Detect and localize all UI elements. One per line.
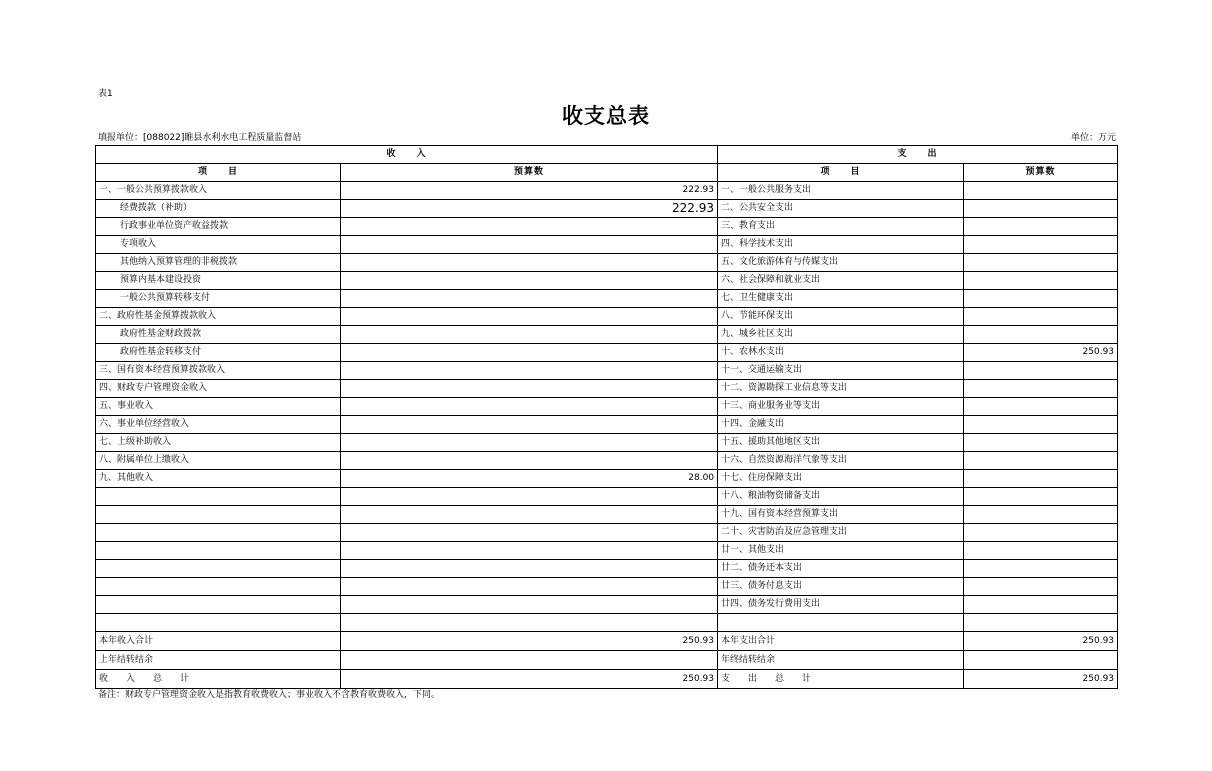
income-value-cell [341,614,718,632]
expense-group-header: 支 出 [718,146,1118,164]
expense-item-cell: 支 出 总 计 [718,670,964,689]
expense-value-cell: 250.93 [964,632,1118,651]
income-item-cell: 经费拨款（补助） [96,200,341,218]
income-item-cell: 三、国有资本经营预算拨款收入 [96,362,341,380]
income-item-cell: 预算内基本建设投资 [96,272,341,290]
expense-item-cell: 廿二、债务还本支出 [718,560,964,578]
income-value-cell [341,254,718,272]
expense-item-cell: 八、节能环保支出 [718,308,964,326]
income-value-cell [341,344,718,362]
table-row [96,362,1118,380]
expense-item-cell: 五、文化旅游体育与传媒支出 [718,254,964,272]
expense-value-cell [964,542,1118,560]
table-row [96,398,1118,416]
expense-value-cell [964,416,1118,434]
table-row [96,272,1118,290]
expense-item-cell: 七、卫生健康支出 [718,290,964,308]
income-value-cell: 222.93 [341,182,718,200]
table-row [96,344,1118,362]
income-item-cell: 五、事业收入 [96,398,341,416]
income-item-cell: 上年结转结余 [96,651,341,670]
expense-item-cell: 十一、交通运输支出 [718,362,964,380]
income-item-cell: 收 入 总 计 [96,670,341,689]
income-value-cell [341,452,718,470]
expense-budget-header: 预算数 [964,164,1118,182]
income-value-cell [341,578,718,596]
table-row [96,236,1118,254]
income-item-cell: 八、附属单位上缴收入 [96,452,341,470]
table-row [96,488,1118,506]
expense-value-cell [964,290,1118,308]
income-item-cell: 七、上级补助收入 [96,434,341,452]
income-item-cell: 四、财政专户管理资金收入 [96,380,341,398]
income-item-cell: 一、一般公共预算拨款收入 [96,182,341,200]
expense-value-cell [964,200,1118,218]
expense-value-cell [964,434,1118,452]
table-row [96,290,1118,308]
expense-value-cell [964,272,1118,290]
currency-unit: 单位：万元 [1070,133,1116,143]
expense-item-cell: 十二、资源勘探工业信息等支出 [718,380,964,398]
income-value-cell [341,651,718,670]
income-value-cell [341,488,718,506]
income-value-cell [341,218,718,236]
expense-item-cell: 十七、住房保障支出 [718,470,964,488]
expense-item-cell: 十八、粮油物资储备支出 [718,488,964,506]
expense-item-cell: 十五、援助其他地区支出 [718,434,964,452]
expense-item-cell: 十、农林水支出 [718,344,964,362]
table-row [96,614,1118,632]
expense-item-cell: 九、城乡社区支出 [718,326,964,344]
expense-item-cell: 十六、自然资源海洋气象等支出 [718,452,964,470]
expense-value-cell [964,614,1118,632]
income-item-cell [96,488,341,506]
table-row [96,200,1118,218]
table-row [96,596,1118,614]
expense-value-cell [964,398,1118,416]
income-value-cell: 222.93 [341,200,718,218]
income-value-cell: 250.93 [341,670,718,689]
expense-value-cell [964,524,1118,542]
income-item-cell: 其他纳入预算管理的非税拨款 [96,254,341,272]
income-value-cell [341,290,718,308]
income-value-cell [341,236,718,254]
income-value-cell [341,542,718,560]
expense-value-cell: 250.93 [964,344,1118,362]
table-number: 表1 [98,89,113,99]
income-value-cell [341,434,718,452]
expense-value-cell [964,380,1118,398]
expense-value-cell [964,254,1118,272]
expense-value-cell [964,326,1118,344]
income-value-cell [341,506,718,524]
expense-item-cell: 廿四、债务发行费用支出 [718,596,964,614]
expense-item-cell: 四、科学技术支出 [718,236,964,254]
reporting-unit: 填报单位：[088022]睢县水利水电工程质量监督站 [98,133,302,143]
income-item-cell: 二、政府性基金预算拨款收入 [96,308,341,326]
table-row [96,434,1118,452]
income-value-cell [341,272,718,290]
expense-item-cell: 廿三、债务付息支出 [718,578,964,596]
expense-item-cell: 六、社会保障和就业支出 [718,272,964,290]
table-row [96,182,1118,200]
expense-value-cell [964,596,1118,614]
table-row [96,308,1118,326]
expense-item-cell: 三、教育支出 [718,218,964,236]
expense-value-cell [964,308,1118,326]
expense-item-header: 项 目 [718,164,964,182]
income-value-cell [341,596,718,614]
income-item-cell: 政府性基金转移支付 [96,344,341,362]
income-item-cell [96,596,341,614]
income-item-cell [96,578,341,596]
expense-value-cell [964,560,1118,578]
table-row [96,560,1118,578]
income-item-cell [96,614,341,632]
table-row [96,218,1118,236]
expense-item-cell: 十四、金融支出 [718,416,964,434]
income-group-header: 收 入 [96,146,718,164]
expense-value-cell: 250.93 [964,670,1118,689]
expense-item-cell: 本年支出合计 [718,632,964,651]
expense-value-cell [964,506,1118,524]
income-item-header: 项 目 [96,164,341,182]
total-row [96,670,1118,689]
table-row [96,524,1118,542]
table-row [96,542,1118,560]
expense-item-cell: 二、公共安全支出 [718,200,964,218]
income-item-cell: 六、事业单位经营收入 [96,416,341,434]
expense-value-cell [964,218,1118,236]
table-row [96,416,1118,434]
income-item-cell: 专项收入 [96,236,341,254]
expense-value-cell [964,236,1118,254]
income-item-cell: 九、其他收入 [96,470,341,488]
income-budget-header: 预算数 [341,164,718,182]
income-value-cell [341,560,718,578]
total-row [96,651,1118,670]
table-row [96,578,1118,596]
income-item-cell [96,524,341,542]
table-row [96,470,1118,488]
income-value-cell [341,308,718,326]
income-value-cell [341,380,718,398]
income-value-cell: 250.93 [341,632,718,651]
expense-item-cell: 十九、国有资本经营预算支出 [718,506,964,524]
expense-value-cell [964,182,1118,200]
expense-item-cell: 十三、商业服务业等支出 [718,398,964,416]
income-item-cell: 本年收入合计 [96,632,341,651]
expense-item-cell: 一、一般公共服务支出 [718,182,964,200]
income-item-cell: 一般公共预算转移支付 [96,290,341,308]
expense-value-cell [964,578,1118,596]
expense-value-cell [964,488,1118,506]
page-title: 收支总表 [562,103,650,128]
budget-summary-table [95,145,1118,689]
total-row [96,632,1118,651]
expense-item-cell: 年终结转结余 [718,651,964,670]
table-row [96,326,1118,344]
income-item-cell: 行政事业单位资产收益拨款 [96,218,341,236]
income-value-cell [341,524,718,542]
expense-value-cell [964,362,1118,380]
expense-item-cell [718,614,964,632]
income-value-cell [341,398,718,416]
income-value-cell: 28.00 [341,470,718,488]
expense-value-cell [964,452,1118,470]
expense-item-cell: 廿一、其他支出 [718,542,964,560]
income-item-cell [96,506,341,524]
expense-value-cell [964,470,1118,488]
expense-value-cell [964,651,1118,670]
table-row [96,452,1118,470]
table-row [96,506,1118,524]
income-item-cell [96,542,341,560]
income-value-cell [341,416,718,434]
table-row [96,254,1118,272]
income-item-cell: 政府性基金财政拨款 [96,326,341,344]
footnote: 备注：财政专户管理资金收入是指教育收费收入；事业收入不含教育收费收入，下同。 [98,690,441,700]
income-value-cell [341,362,718,380]
table-row [96,380,1118,398]
income-value-cell [341,326,718,344]
expense-item-cell: 二十、灾害防治及应急管理支出 [718,524,964,542]
income-item-cell [96,560,341,578]
